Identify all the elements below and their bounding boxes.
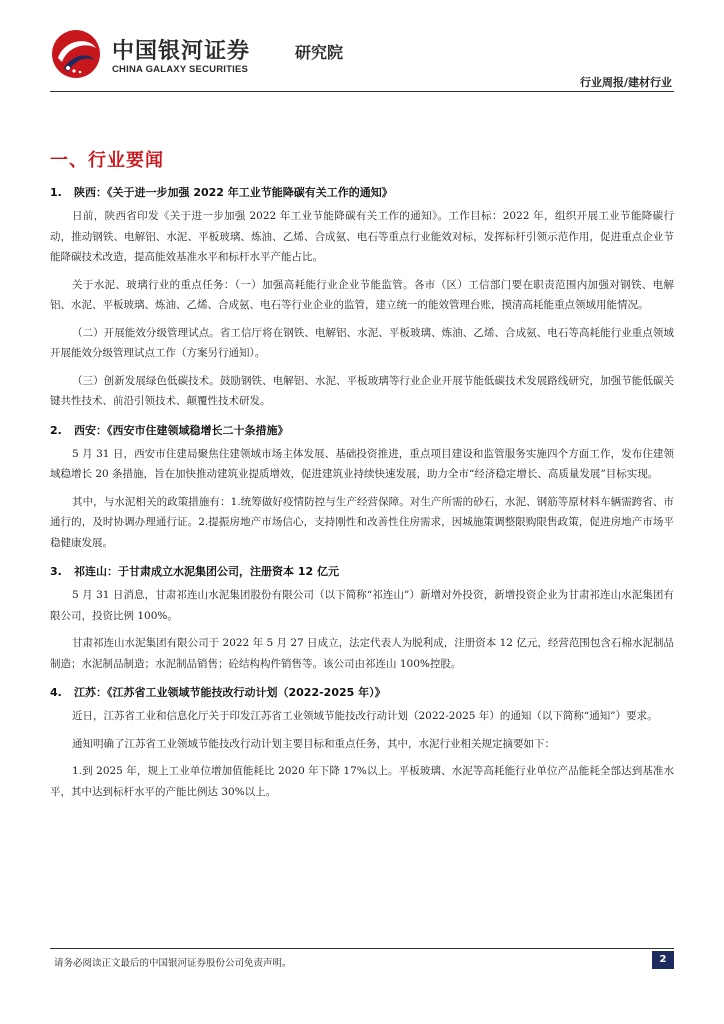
footer-divider bbox=[50, 948, 674, 949]
page-header bbox=[0, 0, 724, 100]
news-item bbox=[50, 684, 674, 802]
paragraph: 5 月 31 日消息，甘肃祁连山水泥集团股份有限公司（以下简称“祁连山”）新增对外投资，新增投资企业为甘肃祁连山水泥集团有限公司，投资比例 100%。 bbox=[50, 589, 674, 622]
paragraph: 甘肃祁连山水泥集团有限公司于 2022 年 5 月 27 日成立，法定代表人为脱利成，注册资本 12 亿元，经营范围包含石棉水泥制品制造；水泥制品制造；水泥制品销售；砼结构构件销售等。该公司由祁连山 100%控股。 bbox=[50, 637, 674, 670]
paragraph: 关于水泥、玻璃行业的重点任务：（一）加强高耗能行业企业节能监管。各市（区）工信部门要在职责范围内加强对钢铁、电解铝、水泥、平板玻璃、炼油、乙烯、合成氨、电石等行业企业的监管，建立统一的能效管理台账，摸清高耗能重点领域用能情况。 bbox=[50, 278, 674, 311]
logo-chinese-name: 中国银河证券 bbox=[112, 39, 251, 64]
paragraph: 近日，江苏省工业和信息化厅关于印发江苏省工业领域节能技改行动计划（2022-2025 年）的通知（以下简称“通知”）要求。 bbox=[72, 710, 658, 722]
report-category: 行业周报/建材行业 bbox=[579, 76, 672, 89]
news-item-title bbox=[50, 422, 674, 438]
header-divider bbox=[50, 91, 674, 92]
news-item-number: 3. bbox=[50, 565, 62, 578]
footer-disclaimer: 请务必阅读正文最后的中国银河证券股份公司免责声明。 bbox=[54, 958, 292, 969]
main-content bbox=[50, 146, 674, 809]
page-number: 2 bbox=[652, 951, 674, 969]
paragraph: 通知明确了江苏省工业领域节能技改行动计划主要目标和重点任务，其中，水泥行业相关规定摘要如下： bbox=[72, 737, 555, 750]
news-item-title bbox=[50, 684, 674, 700]
news-item-number: 2. bbox=[50, 423, 62, 437]
news-item-heading: 陕西：《关于进一步加强 2022 年工业节能降碳有关工作的通知》 bbox=[74, 186, 393, 199]
news-item-heading: 西安：《西安市住建领域稳增长二十条措施》 bbox=[74, 423, 289, 437]
paragraph: 其中，与水泥相关的政策措施有：1.统筹做好疫情防控与生产经营保障。对生产所需的砂石，水泥、钢筋等原材料车辆需跨省、市通行的，及时协调办理通行证。2.提振房地产市场信心，支持刚性和改善性住房需求，因城施策调整限购限售政策，促进房地产市场平稳健康发展。 bbox=[50, 495, 674, 549]
news-item-number: 4. bbox=[50, 686, 62, 699]
paragraph: 1.到 2025 年，规上工业单位增加值能耗比 2020 年下降 17%以上。平板玻璃、水泥等高耗能行业单位产品能耗全部达到基准水平，其中达到标杆水平的产能比例达 30%以上。 bbox=[50, 765, 674, 798]
news-item-title bbox=[50, 563, 674, 579]
news-item bbox=[50, 422, 674, 554]
news-item-heading: 祁连山：于甘肃成立水泥集团公司，注册资本 12 亿元 bbox=[74, 565, 339, 578]
paragraph: 5 月 31 日，西安市住建局聚焦住建领域市场主体发展、基础投资推进，重点项目建设和监管服务实施四个方面工作，发布住建领域稳增长 20 条措施，旨在加快推动建筑业提质增效，促进建筑业持续快速发展，助力全市“经济稳定增长、高质量发展”目标实现。 bbox=[50, 447, 674, 480]
news-item bbox=[50, 563, 674, 674]
section-title: 一、行业要闻 bbox=[50, 150, 164, 171]
paragraph: （二）开展能效分级管理试点。省工信厅将在钢铁、电解铝、水泥、平板玻璃、炼油、乙烯、合成氨、电石等高耗能行业重点领域开展能效分级管理试点工作（方案另行通知）。 bbox=[50, 326, 674, 359]
news-item bbox=[50, 184, 674, 412]
logo-institute: 研究院 bbox=[295, 43, 344, 62]
paragraph: （三）创新发展绿色低碳技术。鼓励钢铁、电解铝、水泥、平板玻璃等行业企业开展节能低碳技术发展路线研究，加强节能低碳关键共性技术、前沿引领技术、颠覆性技术研发。 bbox=[50, 374, 674, 407]
galaxy-logo-icon bbox=[50, 28, 102, 80]
news-item-title bbox=[50, 184, 674, 200]
news-item-number: 1. bbox=[50, 186, 62, 199]
logo-english-name: CHINA GALAXY SECURITIES bbox=[112, 64, 249, 75]
paragraph: 日前，陕西省印发《关于进一步加强 2022 年工业节能降碳有关工作的通知》。工作目标：2022 年，组织开展工业节能降碳行动，推动钢铁、电解铝、水泥、平板玻璃、炼油、乙烯、合成氨、电石等重点行业能效对标，发挥标杆引领示范作用，促进重点企业节能降碳技术改造，提高能效基准水平和标杆水平产能占比。 bbox=[50, 210, 674, 263]
news-item-heading: 江苏：《江苏省工业领域节能技改行动计划（2022-2025 年）》 bbox=[74, 686, 386, 699]
